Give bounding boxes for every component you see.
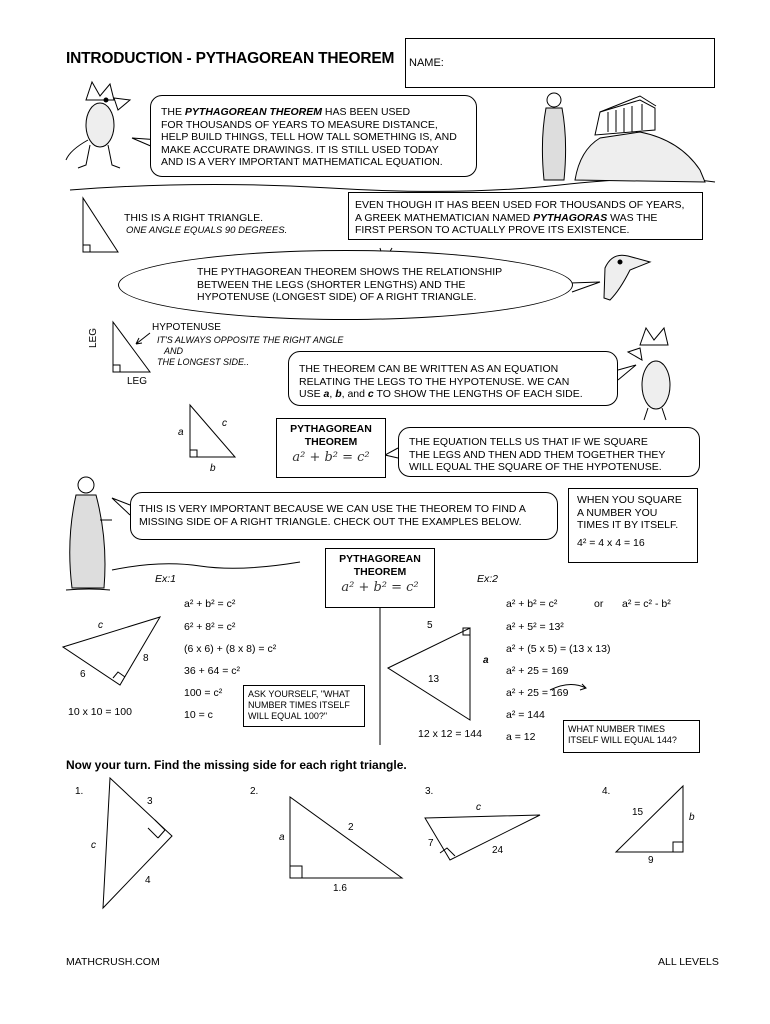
intro-bubble: THE PYTHAGOREAN THEOREM HAS BEEN USED FOR THOUSANDS OF YEARS TO MEASURE DISTANCE, HELP BUILD THINGS, TELL HOW TALL SOMETHING IS, AND MAKE ACCURATE DRAWINGS. IT IS STILL USED TODAY AND IS A VERY IMPORTANT MATHEMATICAL EQUATION.: [150, 95, 477, 177]
problem-3-side-24: 24: [492, 845, 504, 856]
name-field[interactable]: [405, 38, 715, 88]
ex1-triangle: [63, 617, 160, 685]
ex2-alt-formula: a² = c² - b²: [622, 598, 671, 610]
ex1-side-c: c: [98, 620, 103, 631]
pythagoras-figure-middle: [70, 477, 112, 588]
ex2-label: Ex:2: [477, 573, 499, 585]
ex2-calc: 12 x 12 = 144: [418, 728, 482, 740]
ex1-steps: a² + b² = c² 6² + 8² = c² (6 x 6) + (8 x 8) = c² 36 + 64 = c² 100 = c² 10 = c: [184, 598, 277, 721]
problem-2-side-16: 1.6: [333, 883, 347, 894]
theorem-box-2: PYTHAGOREAN THEOREM a² + b² = c²: [325, 548, 435, 608]
practice-triangle-1: [103, 778, 172, 908]
wolf-cartoon-middle: [628, 328, 670, 420]
ground-line-middle: [112, 562, 300, 570]
ex1-calc: 10 x 10 = 100: [68, 706, 132, 718]
problem-4-number: 4.: [602, 786, 611, 797]
hyp-note-3: THE LONGEST SIDE..: [157, 357, 250, 367]
ex2-side-13: 13: [428, 674, 440, 685]
hyp-note-2: AND: [164, 346, 184, 356]
temple-rock: [575, 96, 705, 182]
problem-3-side-c: c: [476, 802, 481, 813]
term-pythagorean-theorem: PYTHAGOREAN THEOREM: [184, 106, 323, 118]
problem-3-number: 3.: [425, 786, 434, 797]
theorem-formula: a² + b² = c²: [292, 450, 370, 465]
ex2-side-a: a: [483, 655, 489, 666]
practice-triangle-2: [290, 797, 402, 878]
hyp-note-1: IT'S ALWAYS OPPOSITE THE RIGHT ANGLE: [157, 335, 344, 345]
problem-1-number: 1.: [75, 786, 84, 797]
abc-triangle: [190, 405, 235, 457]
problem-1-side-3: 3: [147, 796, 153, 807]
ex2-what-box: WHAT NUMBER TIMES ITSELF WILL EQUAL 144?: [563, 720, 700, 753]
important-bubble: THIS IS VERY IMPORTANT BECAUSE WE CAN USE THE THEOREM TO FIND A MISSING SIDE OF A RIGHT TRIANGLE. CHECK OUT THE EXAMPLES BELOW.: [130, 492, 558, 540]
right-triangle-subtext: ONE ANGLE EQUALS 90 DEGREES.: [126, 225, 288, 236]
ex2-or: or: [594, 598, 604, 610]
ex1-ask-box: ASK YOURSELF, "WHAT NUMBER TIMES ITSELF WILL EQUAL 100?": [243, 685, 365, 727]
theorem-formula-2: a² + b² = c²: [341, 580, 419, 595]
right-triangle-sample: [83, 198, 118, 252]
problem-1-side-4: 4: [145, 875, 151, 886]
ex1-side-8: 8: [143, 653, 149, 664]
ex2-steps: a² + b² = c² a² + 5² = 13² a² + (5 x 5) = (13 x 13) a² + 25 = 169 a² + 25 = 169 a² = 144 a = 12: [506, 598, 611, 743]
ellipse-tail: [570, 282, 600, 292]
problem-4-side-b: b: [689, 812, 695, 823]
page-title: INTRODUCTION - PYTHAGOREAN THEOREM: [66, 50, 395, 67]
problem-2-side-2: 2: [348, 822, 354, 833]
history-box: EVEN THOUGH IT HAS BEEN USED FOR THOUSANDS OF YEARS, A GREEK MATHEMATICIAN NAMED PYTHAGORAS WAS THE FIRST PERSON TO ACTUALLY PROVE ITS EXISTENCE.: [348, 192, 703, 240]
theorem-box: PYTHAGOREAN THEOREM a² + b² = c²: [276, 418, 386, 478]
square-bubble-tail: [385, 448, 398, 458]
square-example: 4² = 4 x 4 = 16: [577, 536, 645, 549]
practice-triangle-3: [425, 815, 540, 860]
practice-instruction: Now your turn. Find the missing side for each right triangle.: [66, 758, 407, 772]
ex2-side-5: 5: [427, 620, 433, 631]
right-triangle-text: THIS IS A RIGHT TRIANGLE.: [124, 212, 264, 224]
square-bubble: THE EQUATION TELLS US THAT IF WE SQUARE THE LEGS AND THEN ADD THEM TOGETHER THEY WILL EQUAL THE SQUARE OF THE HYPOTENUSE.: [398, 427, 700, 477]
problem-1-side-c: c: [91, 840, 96, 851]
name-label: NAME:: [409, 57, 444, 69]
hypotenuse-label: HYPOTENUSE: [152, 322, 221, 333]
bird-cartoon: [604, 255, 650, 300]
footer-site: MATHCRUSH.COM: [66, 956, 160, 968]
term-pythagoras: PYTHAGORAS: [533, 211, 608, 224]
abc-label-a: a: [178, 427, 184, 438]
footer-level: ALL LEVELS: [658, 956, 719, 968]
ex1-side-6: 6: [80, 669, 86, 680]
problem-4-side-15: 15: [632, 807, 644, 818]
leg-vertical-label: LEG: [88, 327, 99, 348]
square-definition-box: WHEN YOU SQUARE A NUMBER YOU TIMES IT BY ITSELF. 4² = 4 x 4 = 16: [568, 488, 698, 563]
problem-4-side-9: 9: [648, 855, 654, 866]
problem-3-side-7: 7: [428, 838, 434, 849]
wolf-cartoon-top: [66, 82, 130, 168]
abc-label-c: c: [222, 418, 227, 429]
ex1-label: Ex:1: [155, 573, 177, 585]
abc-label-b: b: [210, 463, 216, 474]
problem-2-number: 2.: [250, 786, 259, 797]
leg-bottom-label: LEG: [127, 376, 148, 387]
pythagoras-figure-top: [542, 93, 565, 180]
hyp-arrow: [136, 333, 150, 344]
important-tail: [112, 498, 130, 515]
problem-2-side-a: a: [279, 832, 285, 843]
equation-bubble: THE THEOREM CAN BE WRITTEN AS AN EQUATION RELATING THE LEGS TO THE HYPOTENUSE. WE CAN USE a, b, and c TO SHOW THE LENGTHS OF EACH SIDE.: [288, 351, 618, 406]
relationship-ellipse: THE PYTHAGOREAN THEOREM SHOWS THE RELATIONSHIP BETWEEN THE LEGS (SHORTER LENGTHS) AND THE HYPOTENUSE (LONGEST SIDE) OF A RIGHT TRIANGLE.: [118, 250, 573, 320]
eq-bubble-tail: [618, 365, 636, 380]
